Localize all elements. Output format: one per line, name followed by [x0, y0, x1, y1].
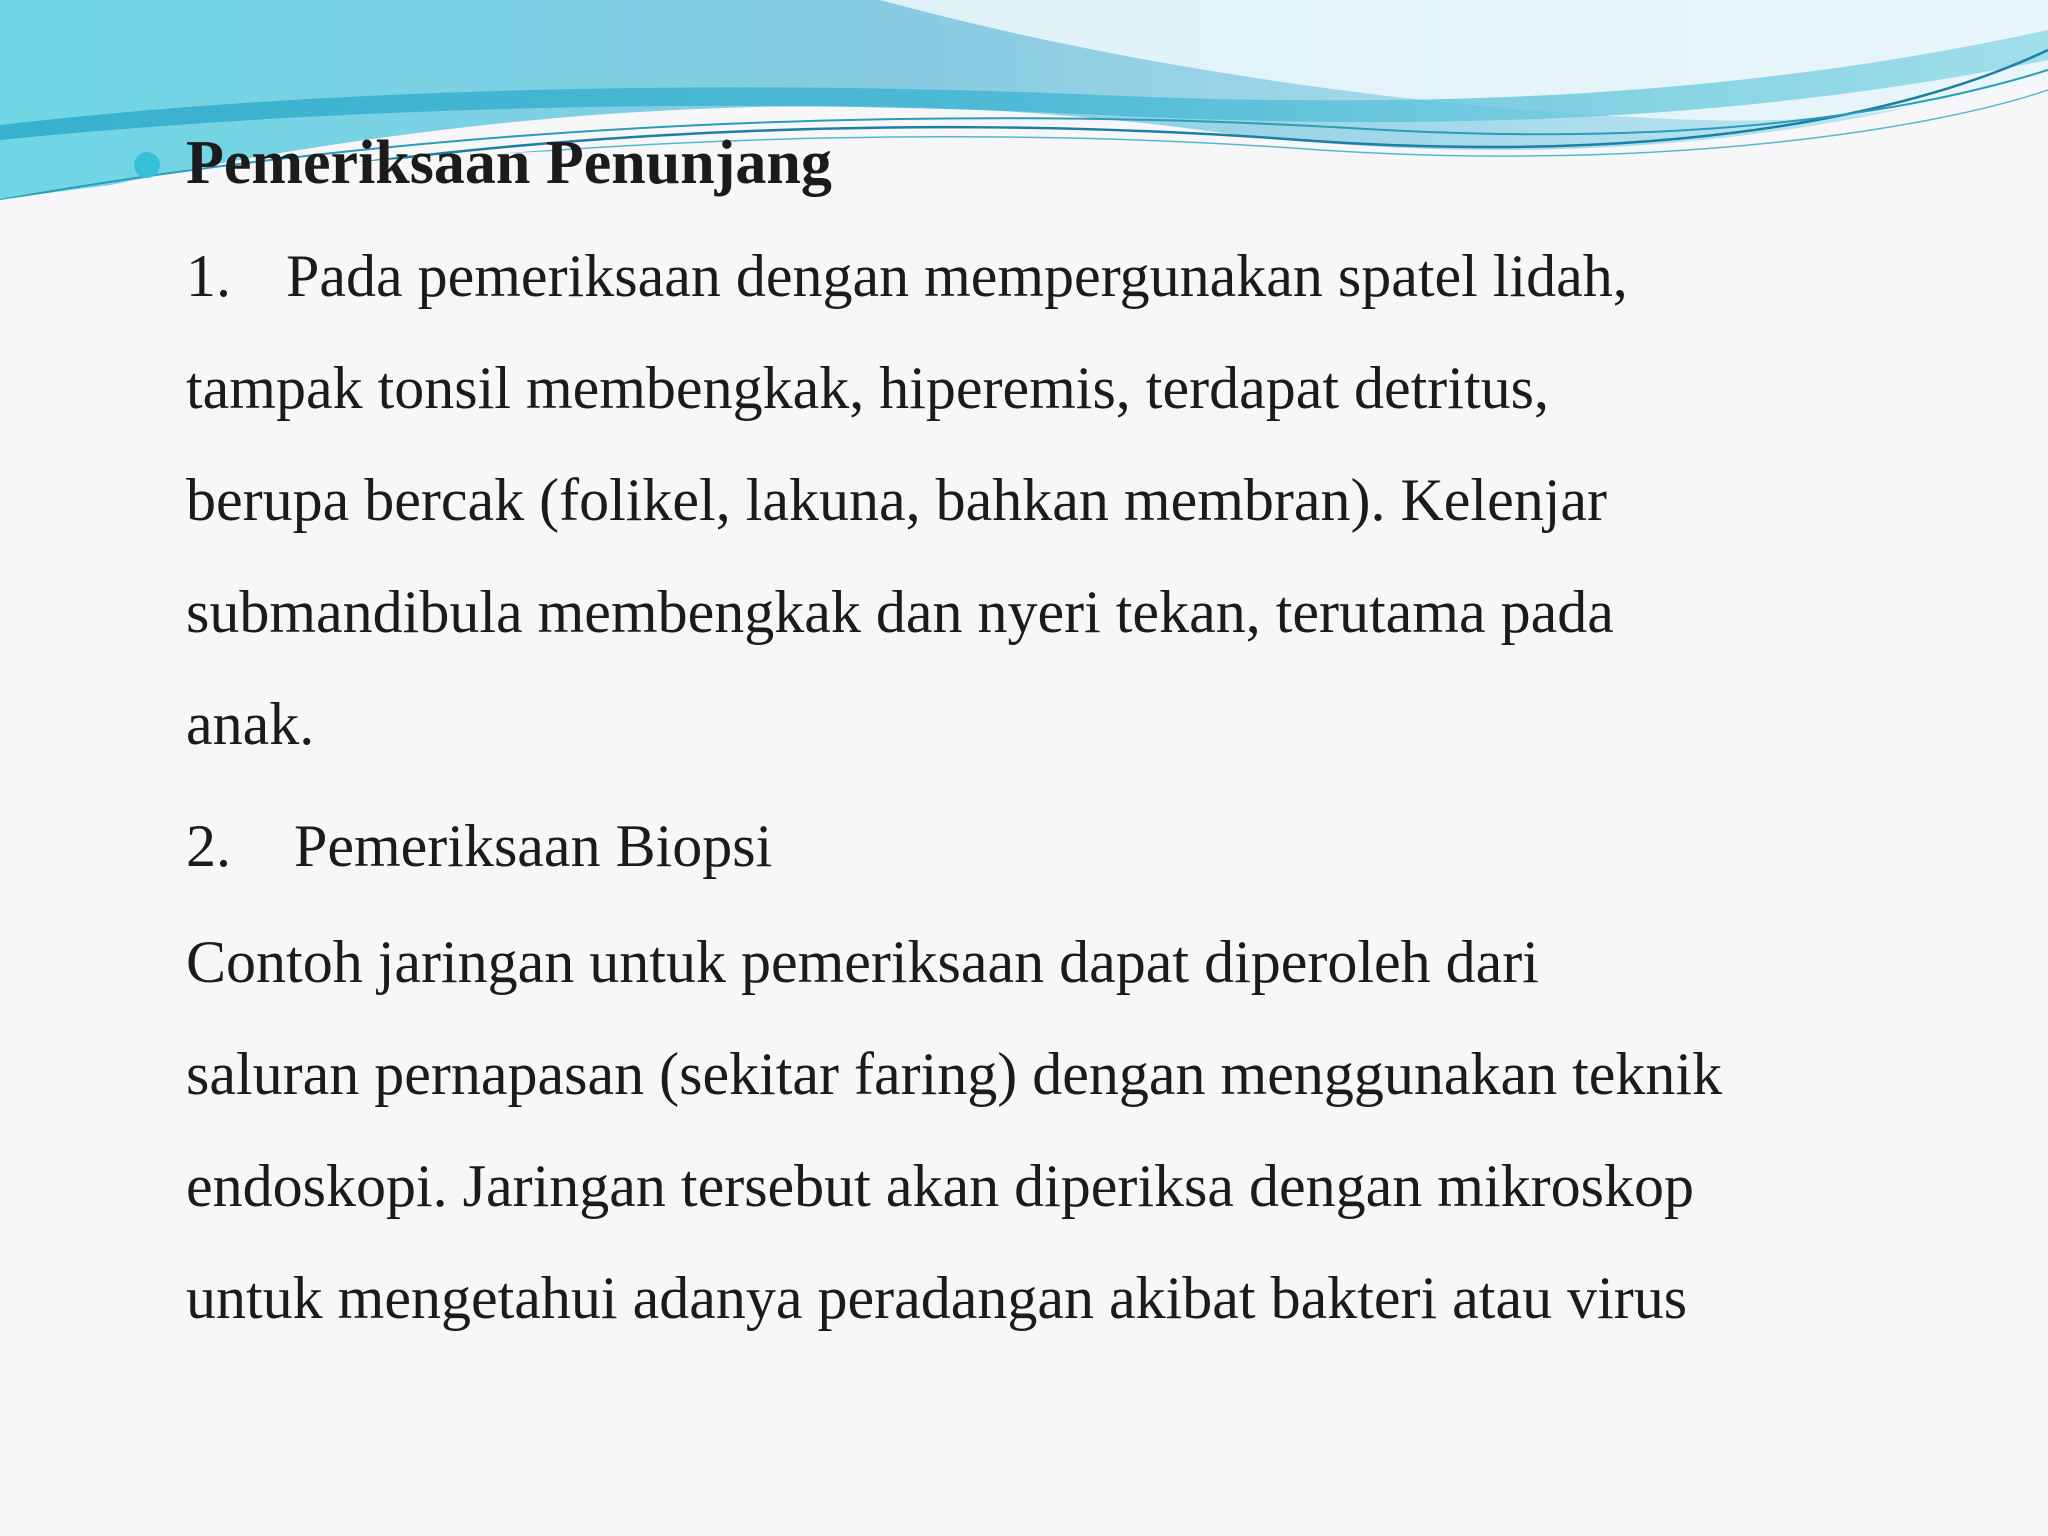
- item2-title-line: [186, 790, 1986, 902]
- item1-line-5: anak.: [186, 691, 315, 757]
- item2-line-1: Contoh jaringan untuk pemeriksaan dapat diperoleh dari: [186, 929, 1539, 995]
- item1-number: 1.: [186, 243, 231, 309]
- slide-heading: Pemeriksaan Penunjang: [186, 129, 832, 197]
- item2-number: 2.: [186, 813, 231, 879]
- heading-row: [186, 118, 1986, 208]
- item2-line-2: saluran pernapasan (sekitar faring) dengan menggunakan teknik: [186, 1041, 1723, 1107]
- slide-content: [186, 118, 1986, 1354]
- item1-line-1-text: Pada pemeriksaan dengan mempergunakan spatel lidah,: [286, 243, 1628, 309]
- item1-line-4: submandibula membengkak dan nyeri tekan, terutama pada: [186, 579, 1614, 645]
- item2-line-3: endoskopi. Jaringan tersebut akan diperiksa dengan mikroskop: [186, 1153, 1694, 1219]
- item1-line-2: tampak tonsil membengkak, hiperemis, terdapat detritus,: [186, 355, 1549, 421]
- item1-line-3: berupa bercak (folikel, lakuna, bahkan membran). Kelenjar: [186, 467, 1608, 533]
- bullet-icon: [134, 152, 160, 178]
- item2-title: Pemeriksaan Biopsi: [294, 813, 773, 879]
- item1-line-1: [186, 220, 1986, 332]
- item2-line-4: untuk mengetahui adanya peradangan akibat bakteri atau virus: [186, 1265, 1688, 1331]
